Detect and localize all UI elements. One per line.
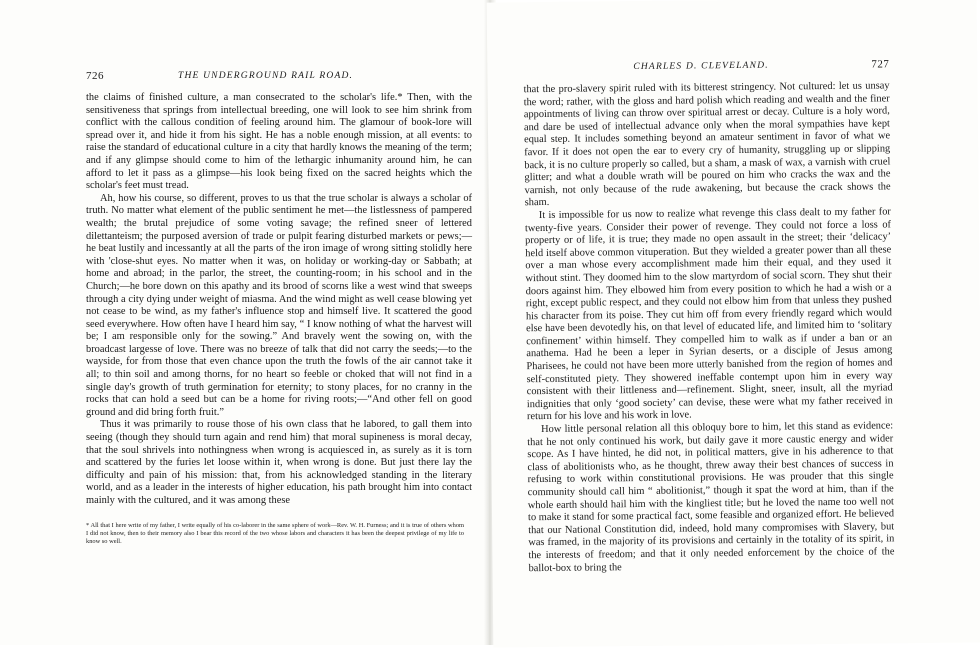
- left-running-title: THE UNDERGROUND RAIL ROAD.: [178, 71, 354, 81]
- right-body-text: [523, 80, 894, 575]
- left-footnote: * All that I here write of my father, I write equally of his co-laborer in the same sphere of work—Rev. W. H. Furness; and it is true of others whom I did not know, then to their memory also I bear this record of the two whose labors and characters it has been the deepest privilege of my life to know so well.: [86, 521, 464, 545]
- left-page-number: 726: [86, 70, 104, 82]
- left-paragraph-1: the claims of finished culture, a man consecrated to the scholar's life.* Then, with the sensitiveness that springs from intellectual breeding, one will look to see him shrink from conflict with the callous condition of feeling around him. The glamour of book-lore will spread over it, and hide it from his sight. He has a noble enough mission, at all events: to raise the standard of educational culture in a city that hardly knows the meaning of the term; and if any glimpse should come to him of the lethargic inhumanity around him, he can afford to let it pass as a glimpse—his look being fixed on the sacred heights which the scholar's feet must tread.: [86, 92, 472, 192]
- right-paragraph-1: that the pro-slavery spirit ruled with its bitterest stringency. Not cultured: let us unsay the word; rather, with the gloss and hard polish which reading and wealth and the finer appointments of living can throw over spiritual arrest or decay. Culture is a holy word, and dare be used of intellectual advance only when the moral sympathies have kept equal step. It includes something beyond an amateur sentiment in favor of what we favor. If it does not open the ear to every cry of humanity, struggling up or slipping back, it is no culture properly so called, but a sham, a mask of wax, a varnish with cruel glitter; and what a double wrath will be poured on him who cracks the wax and the varnish, not only because of the rude awakening, but because the crack shows the sham.: [523, 80, 891, 209]
- right-running-head: [523, 58, 889, 78]
- left-paragraph-3: Thus it was primarily to rouse those of his own class that he labored, to gall them into seeing (though they should turn again and rend him) that moral supineness is moral decay, that the soul shrivels into nothingness when wrong is acquiesced in, as surely as it is torn and scattered by the furies let loose within it, when wrong is done. But just there lay the difficulty and pain of his mission: that, from his acknowledged standing in the literary world, and as a leader in the interests of higher education, his path brought him into contact mainly with the cultured, and it was among these: [86, 419, 472, 506]
- right-running-title: CHARLES D. CLEVELAND.: [633, 60, 769, 73]
- right-page: [487, 0, 980, 648]
- left-paragraph-2: Ah, how his course, so different, proves to us that the true scholar is always a scholar of truth. No matter what element of the public sentiment he met—the listlessness of pampered wealth; the brutal prejudice of some voting savage; the refined sneer of lettered dilettanteism; the purposed aversion of trade or pulpit fearing disturbed markets or pews;—he beat lustily and incessantly at all the parts of the iron image of wrong sitting stolidly here with 'close-shut eyes. No matter when it was, on holiday or working-day or Sabbath; at home and abroad; in the parlor, the street, the counting-room; in his school and in the Church;—he bore down on this apathy and its brood of scorns like a west wind that sweeps through a city dying under weight of miasma. And the wind might as well cease blowing yet not cease to be wind, as my father's influence stop and himself live. It scattered the good seed everywhere. How often have I heard him say, “ I know nothing of what the harvest will be; I am responsible only for the sowing.” And bravely went the sowing on, with the broadcast largesse of love. There was no breeze of talk that did not carry the seeds;—to the wayside, for from those that even chance upon the truth the fowls of the air cannot take it all; to thin soil and among thorns, for no heart so feeble or choked that will not find in a single day's growth of truth germination for eternity; to stony places, for no cranny in the rocks that can hold a seed but can be a home for riving roots;—“And other fell on good ground and did bring forth fruit.”: [86, 192, 472, 418]
- right-paragraph-2: It is impossible for us now to realize what revenge this class dealt to my father for twenty-five years. Consider their power of revenge. They could not force a loss of property or of life, it is true; they made no open assault in the street; their ‘delicacy’ held itself above common vituperation. But they wielded a greater power than all these over a man whose every accomplishment made him their equal, and they used it without stint. They doomed him to the slow martyrdom of social scorn. They shut their doors against him. They elbowed him from every position to which he had a wish or a right, except public respect, and they could not elbow him from that unless they pushed his character from its poise. They cut him off from every friendly regard which would else have been devotedly his, on that level of educated life, and limited him to ‘solitary confinement’ within himself. They compelled him to walk as if under a ban or an anathema. Had he been a leper in Syrian deserts, or a disciple of Jesus among Pharisees, he could not have been more utterly banished from the region of homes and self-constituted piety. They showered ineffable contempt upon him in every way consistent with their littleness and—refinement. Slight, sneer, insult, all the myriad indignities that only ‘good society’ can devise, these were what my father received in return for his love and his work in love.: [524, 206, 893, 423]
- right-paragraph-3: How little personal relation all this obloquy bore to him, let this stand as evidence: that he not only continued his work, but daily gave it more caustic energy and wider scope. As I have hinted, he did not, in political matters, give in his adherence to that class of abolitionists who, as he thought, threw away their best chances of success in refusing to work within constitutional provisions. He was prouder that this single community should call him “ abolitionist,” though it spat the word at him, than if the whole earth should hail him with the kingliest title; but he loved the name too well not to make it stand for some practical fact, some feasible and organized effort. He believed that our National Constitution did, indeed, hold many compromises with Slavery, but was framed, in the majority of its provisions and certainly in the totality of its spirit, in the interests of freedom; and that it only needed enforcement by the choice of the ballot-box to bring the: [527, 420, 895, 574]
- left-body-text: [86, 92, 472, 508]
- left-page: [0, 0, 490, 645]
- left-running-head: [86, 70, 472, 86]
- right-page-number: 727: [871, 58, 890, 71]
